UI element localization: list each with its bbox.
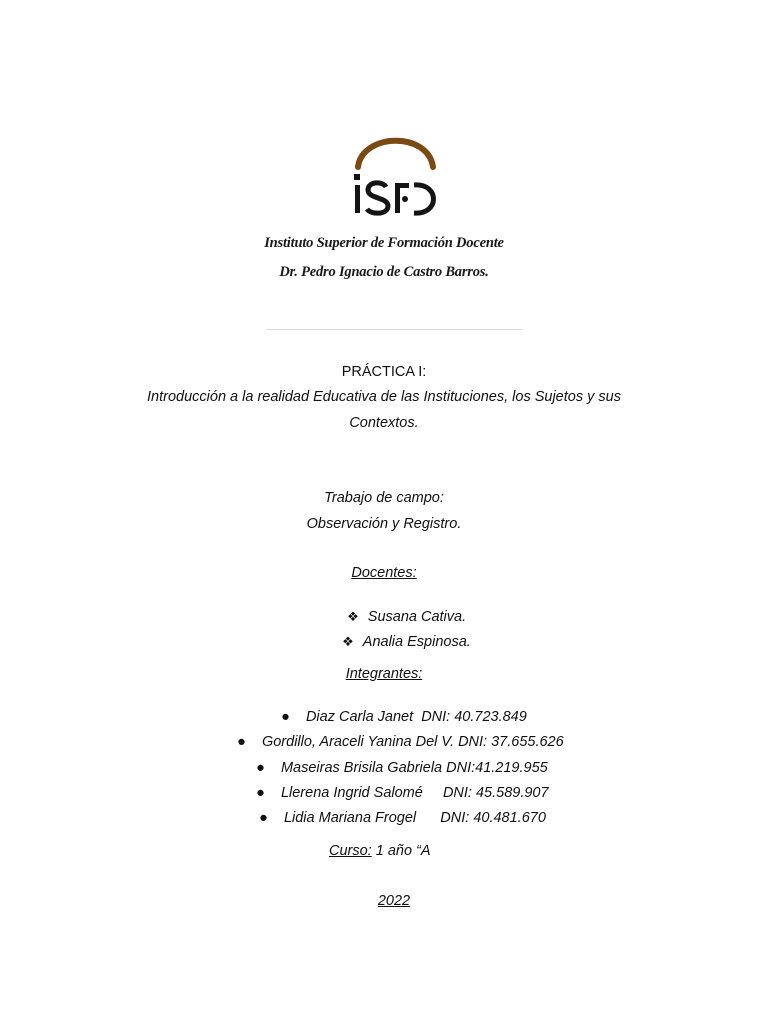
docentes-heading — [0, 564, 768, 582]
curso-label: Curso: — [329, 843, 372, 859]
dot-bullet-icon: ● — [256, 760, 265, 776]
curso-line — [329, 842, 431, 860]
logo-letter-i-dot — [354, 174, 360, 180]
docentes-heading-text: Docentes: — [351, 565, 417, 581]
practica-subtitle-line1: Introducción a la realidad Educativa de las Instituciones, los Sujetos y sus — [147, 389, 621, 405]
docente-item — [326, 615, 471, 669]
dot-bullet-icon: ● — [259, 810, 268, 826]
header-divider — [266, 329, 523, 330]
integrante-text: Diaz Carla Janet DNI: 40.723.849 — [305, 709, 527, 725]
year — [10, 892, 768, 910]
logo-arch — [358, 141, 433, 167]
integrante-text: Gordillo, Araceli Yanina Del V. DNI: 37.655.626 — [261, 734, 564, 750]
fieldwork-title: Trabajo de campo: — [324, 490, 444, 506]
diamond-bullet-icon: ❖ — [342, 634, 354, 649]
isfd-logo — [0, 125, 768, 295]
practica-title: PRÁCTICA I: — [341, 364, 427, 380]
integrante-text: Llerena Ingrid Salomé DNI: 45.589.907 — [280, 785, 549, 801]
integrante-text: Maseiras Brisila Gabriela DNI:41.219.955 — [280, 760, 548, 776]
year-text: 2022 — [377, 893, 411, 909]
integrantes-heading — [0, 665, 768, 683]
logo-letter-d — [414, 185, 434, 213]
fieldwork-subtitle: Observación y Registro. — [306, 516, 462, 532]
institution-name-line2: Dr. Pedro Ignacio de Castro Barros. — [279, 264, 489, 280]
practica-subtitle-line2: Contextos. — [349, 415, 419, 431]
diamond-bullet-icon: ❖ — [347, 609, 359, 624]
logo-letter-f-top — [395, 183, 409, 188]
logo-dot — [402, 196, 408, 202]
dot-bullet-icon: ● — [256, 785, 265, 801]
logo-letter-i — [355, 185, 360, 213]
docente-name: Susana Cativa. — [367, 609, 467, 625]
integrante-item — [243, 791, 546, 845]
logo-letter-s — [367, 183, 388, 213]
docente-name: Analia Espinosa. — [362, 634, 471, 650]
curso-value: 1 año “A — [371, 843, 431, 859]
integrantes-heading-text: Integrantes: — [345, 666, 423, 682]
dot-bullet-icon: ● — [237, 734, 246, 750]
institution-name-line1: Instituto Superior de Formación Docente — [264, 235, 504, 251]
integrante-text: Lidia Mariana Frogel DNI: 40.481.670 — [283, 810, 546, 826]
dot-bullet-icon: ● — [281, 709, 290, 725]
